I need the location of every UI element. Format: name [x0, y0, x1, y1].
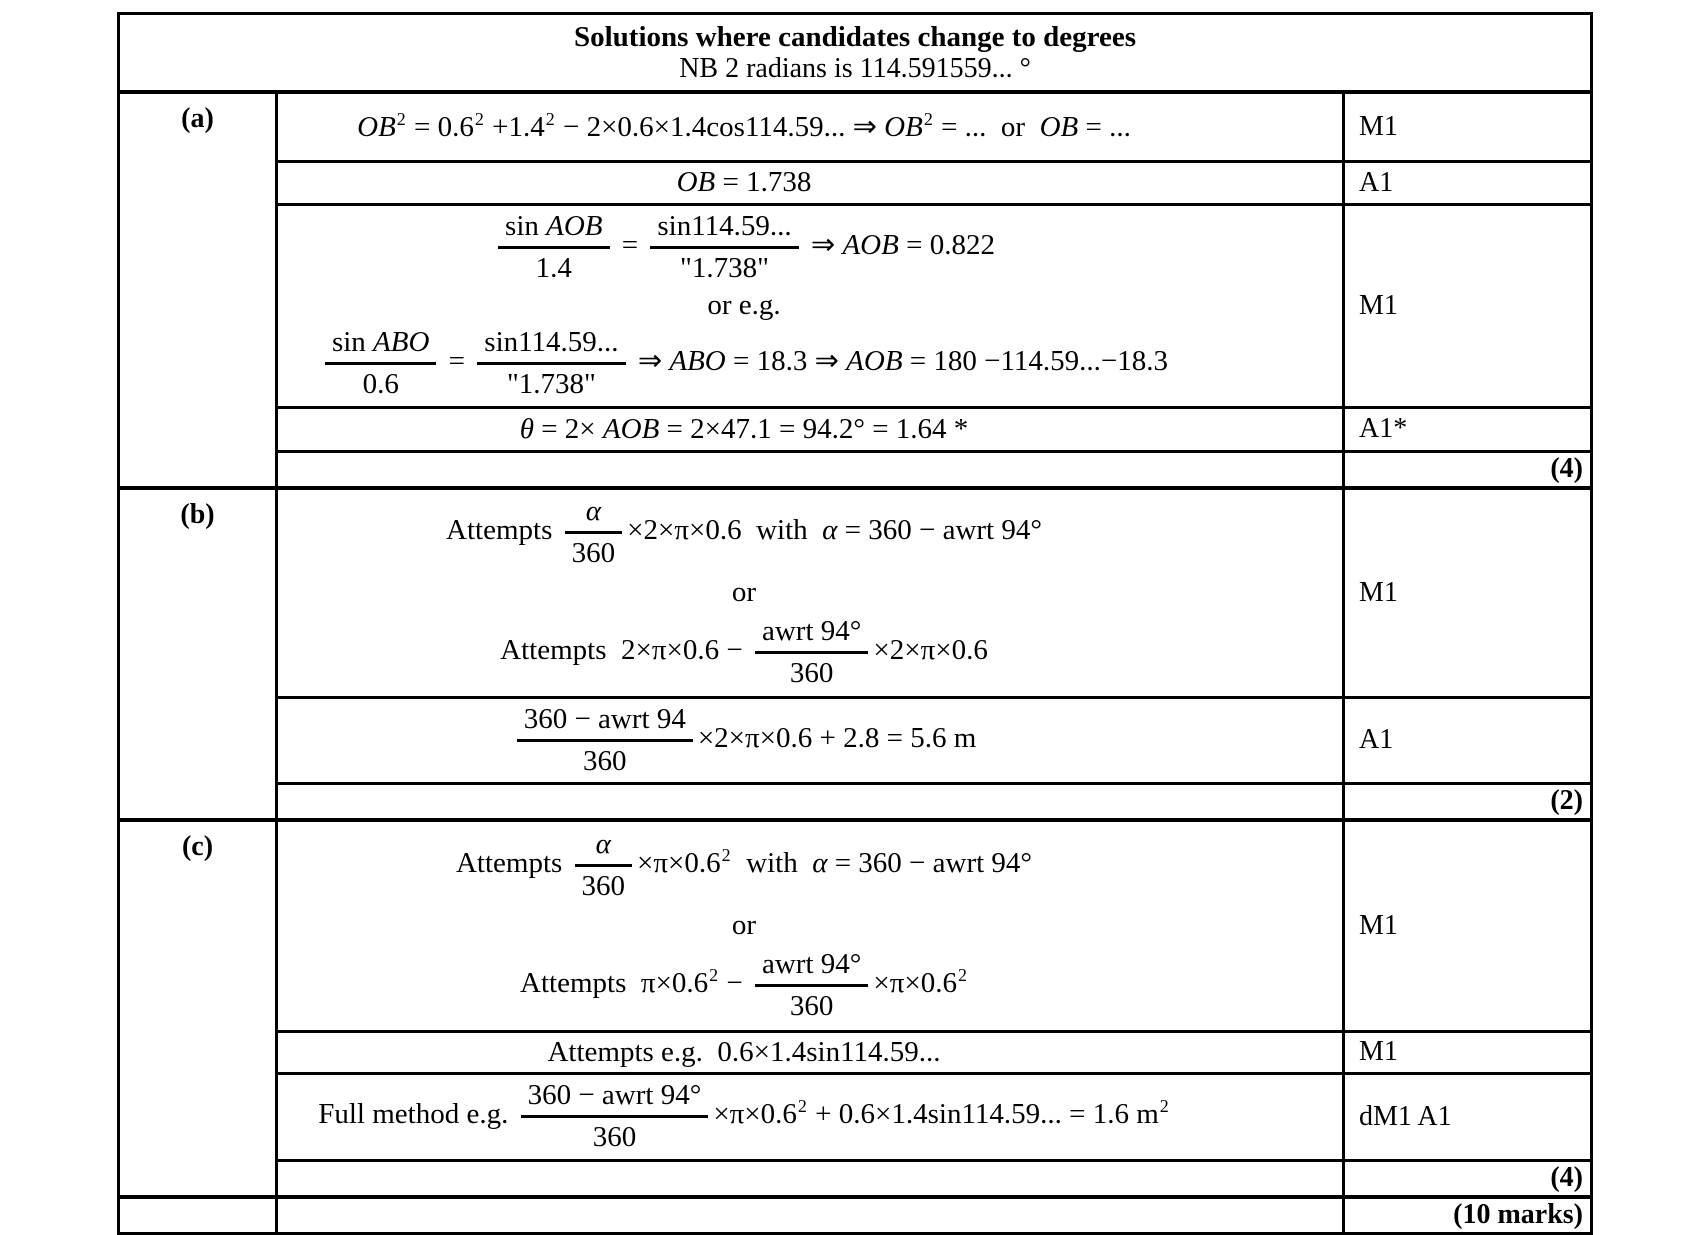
fraction-numerator: [575, 828, 633, 867]
fraction-numerator: [498, 210, 609, 249]
fraction-numerator: [650, 210, 798, 249]
math-fraction: [477, 326, 625, 401]
part-label-cell-a: [120, 94, 278, 486]
math-text: sin114.59...: [484, 326, 619, 359]
math-text: or: [731, 576, 757, 609]
math-text: ×π×0.6: [637, 847, 721, 880]
working-cell: [278, 409, 1342, 450]
math-fraction: [325, 326, 436, 401]
fraction-denominator: [521, 1118, 709, 1154]
scheme-row: [278, 203, 1590, 406]
working-cell: [278, 490, 1342, 696]
math-variable: OB: [1039, 111, 1079, 144]
math-variable: ABO: [669, 345, 726, 378]
mark-cell: [1342, 490, 1590, 696]
math-text: awrt 94°: [761, 614, 862, 647]
math-text: sin114.59...: [657, 209, 792, 242]
math-text: ×π×0.6: [873, 967, 957, 1000]
mark-cell: [1342, 206, 1590, 406]
math-text: 360: [789, 990, 834, 1023]
math-variable: α: [822, 514, 838, 547]
table-header: [120, 15, 1590, 90]
math-text: "1.738": [680, 251, 769, 284]
fraction-numerator: [521, 1079, 709, 1118]
math-variable: α: [595, 827, 611, 860]
math-text: = ... or: [933, 111, 1040, 144]
math-text: sin: [331, 326, 374, 359]
math-text: = 18.3 ⇒: [725, 345, 847, 378]
math-fraction: [755, 615, 868, 690]
scheme-row: [278, 490, 1590, 696]
fraction-denominator: [498, 249, 609, 285]
part-label: (a): [181, 102, 214, 134]
math-text: ×π×0.6: [713, 1098, 797, 1131]
math-superscript: 2: [396, 109, 406, 130]
header-note: NB 2 radians is 114.591559... °: [679, 52, 1031, 84]
math-line: [446, 495, 1042, 570]
math-text: or e.g.: [707, 289, 781, 322]
math-line: [493, 210, 995, 285]
math-superscript: 2: [709, 965, 719, 986]
mark-label: A1*: [1359, 413, 1408, 445]
fraction-numerator: [755, 948, 868, 987]
math-line: [357, 109, 1131, 144]
math-line: [500, 615, 988, 690]
math-text: Full method e.g.: [318, 1098, 516, 1131]
mark-cell: [1342, 94, 1590, 160]
part-label: (c): [181, 830, 214, 862]
math-fraction: [517, 703, 693, 778]
working-cell: [278, 1162, 1342, 1195]
fraction-denominator: [477, 365, 625, 401]
fraction-denominator: [755, 654, 868, 690]
part-label: (b): [180, 498, 215, 530]
math-text: "1.738": [506, 368, 596, 401]
grand-total-working-spacer: [278, 1199, 1342, 1232]
mark-label: A1: [1359, 724, 1394, 756]
math-text: 360: [789, 656, 834, 689]
math-text: = 1.738: [715, 166, 812, 199]
math-text: = 2×47.1 = 94.2° = 1.64 *: [659, 412, 969, 445]
fraction-numerator: [325, 326, 436, 365]
scheme-row: [278, 782, 1590, 818]
math-text: awrt 94°: [761, 948, 862, 981]
working-cell: [278, 163, 1342, 203]
math-line: [456, 828, 1032, 903]
math-variable: ABO: [373, 326, 430, 359]
math-text: = ...: [1078, 111, 1131, 144]
mark-label: M1: [1359, 576, 1398, 608]
math-text: =: [614, 229, 646, 262]
math-variable: AOB: [842, 229, 899, 262]
scheme-row: [278, 696, 1590, 782]
working-cell: [278, 699, 1342, 782]
mark-label: M1: [1359, 289, 1398, 321]
math-text: Attempts 2×π×0.6 −: [500, 634, 750, 667]
math-line: [677, 166, 812, 199]
mark-label: M1: [1359, 110, 1398, 142]
math-text: = 360 − awrt 94°: [837, 514, 1042, 547]
math-text: Attempts π×0.6: [520, 967, 709, 1000]
part-c: [120, 818, 1590, 1195]
math-text: − 2×0.6×1.4cos114.59... ⇒: [555, 111, 885, 144]
math-text: = 360 − awrt 94°: [827, 847, 1033, 880]
math-text: = 0.6: [406, 111, 474, 144]
math-text: Attempts e.g. 0.6×1.4sin114.59...: [547, 1035, 941, 1068]
fraction-denominator: [575, 867, 633, 903]
math-text: +1.4: [484, 111, 545, 144]
math-superscript: 2: [797, 1096, 807, 1117]
fraction-numerator: [477, 326, 625, 365]
math-line: [320, 326, 1168, 401]
scheme-row: [278, 822, 1590, 1030]
part-body-b: [278, 490, 1590, 818]
fraction-denominator: [325, 365, 436, 401]
part-total-label: (4): [1550, 1162, 1583, 1194]
working-cell: [278, 822, 1342, 1030]
math-text: 360 − awrt 94°: [527, 1079, 702, 1112]
math-variable: θ: [519, 412, 534, 445]
grand-total-row: [120, 1195, 1590, 1232]
parts-container: [120, 90, 1590, 1195]
math-fraction: [755, 948, 868, 1023]
math-text: 360: [583, 744, 627, 777]
math-text: = 2×: [533, 412, 603, 445]
math-text: −: [719, 967, 750, 1000]
part-label-cell-c: [120, 822, 278, 1195]
scheme-row: [278, 1072, 1590, 1159]
part-total-cell: [1342, 1162, 1590, 1195]
math-fraction: [498, 210, 609, 285]
math-text: + 0.6×1.4sin114.59... = 1.6 m: [807, 1098, 1159, 1131]
math-line: [732, 576, 756, 609]
part-total-cell: [1342, 785, 1590, 818]
part-total-cell: [1342, 453, 1590, 486]
math-variable: OB: [676, 166, 716, 199]
math-variable: OB: [357, 111, 396, 144]
scheme-row: [278, 406, 1590, 450]
mark-cell: [1342, 163, 1590, 203]
math-text: Attempts: [455, 847, 570, 880]
math-line: [732, 909, 756, 942]
fraction-denominator: [650, 249, 798, 285]
part-total-label: (2): [1550, 785, 1583, 817]
fraction-denominator: [517, 742, 693, 778]
math-variable: OB: [884, 111, 923, 144]
mark-label: M1: [1359, 909, 1398, 941]
mark-cell: [1342, 1033, 1590, 1072]
math-text: ×2×π×0.6 + 2.8 = 5.6 m: [697, 721, 977, 754]
part-total-label: (4): [1550, 453, 1583, 485]
math-text: =: [441, 345, 473, 378]
mark-cell: [1342, 409, 1590, 450]
math-superscript: 2: [957, 965, 967, 986]
math-text: Attempts: [446, 514, 560, 547]
mark-label: dM1 A1: [1359, 1100, 1452, 1132]
grand-total-label: (10 marks): [1453, 1199, 1583, 1231]
grand-total-label-spacer: [120, 1199, 278, 1232]
scheme-row: [278, 160, 1590, 203]
math-text: = 180 −114.59...−18.3: [902, 345, 1169, 378]
math-text: ⇒: [630, 345, 670, 378]
math-text: = 0.822: [898, 229, 995, 262]
working-cell: [278, 206, 1342, 406]
working-cell: [278, 94, 1342, 160]
math-superscript: 2: [474, 109, 484, 130]
mark-cell: [1342, 822, 1590, 1030]
math-fraction: [575, 828, 633, 903]
math-text: 360 − awrt 94: [523, 702, 686, 735]
part-body-c: [278, 822, 1590, 1195]
math-line: [707, 289, 780, 322]
math-text: 360: [581, 869, 626, 902]
part-label-cell-b: [120, 490, 278, 818]
fraction-numerator: [755, 615, 868, 654]
working-cell: [278, 1033, 1342, 1072]
math-variable: AOB: [602, 412, 660, 445]
scheme-row: [278, 1030, 1590, 1072]
math-variable: AOB: [546, 209, 603, 242]
grand-total-cell: [1342, 1199, 1590, 1232]
fraction-numerator: [565, 495, 623, 534]
math-line: [512, 703, 977, 778]
math-text: with: [731, 847, 813, 880]
working-cell: [278, 1075, 1342, 1159]
part-b: [120, 486, 1590, 818]
math-text: 1.4: [535, 251, 572, 284]
math-superscript: 2: [721, 844, 731, 865]
math-line: [547, 1036, 940, 1069]
math-text: 360: [592, 1121, 637, 1154]
fraction-numerator: [517, 703, 693, 742]
header-title: Solutions where candidates change to degrees: [573, 21, 1137, 53]
math-text: ⇒: [803, 229, 843, 262]
mark-label: M1: [1359, 1036, 1398, 1068]
math-variable: AOB: [846, 345, 903, 378]
math-line: [520, 413, 969, 446]
scheme-row: [278, 94, 1590, 160]
scheme-row: [278, 450, 1590, 486]
mark-scheme-table: [117, 12, 1593, 1235]
mark-cell: [1342, 699, 1590, 782]
working-cell: [278, 785, 1342, 818]
fraction-denominator: [755, 987, 868, 1023]
math-text: sin: [505, 209, 547, 242]
math-line: [520, 948, 968, 1023]
math-text: or: [731, 909, 757, 942]
math-text: 0.6: [362, 368, 399, 401]
part-a: [120, 90, 1590, 486]
scheme-row: [278, 1159, 1590, 1195]
math-variable: α: [812, 847, 828, 880]
part-body-a: [278, 94, 1590, 486]
math-superscript: 2: [923, 109, 933, 130]
math-fraction: [650, 210, 798, 285]
working-cell: [278, 453, 1342, 486]
mark-label: A1: [1359, 166, 1394, 198]
math-superscript: 2: [1159, 1096, 1169, 1117]
math-line: [318, 1079, 1170, 1154]
math-text: ×2×π×0.6 with: [627, 514, 823, 547]
math-text: ×2×π×0.6: [873, 634, 988, 667]
math-fraction: [521, 1079, 709, 1154]
mark-cell: [1342, 1075, 1590, 1159]
math-superscript: 2: [545, 109, 555, 130]
math-text: 360: [571, 537, 616, 570]
fraction-denominator: [565, 534, 623, 570]
math-fraction: [565, 495, 623, 570]
math-variable: α: [585, 495, 601, 528]
